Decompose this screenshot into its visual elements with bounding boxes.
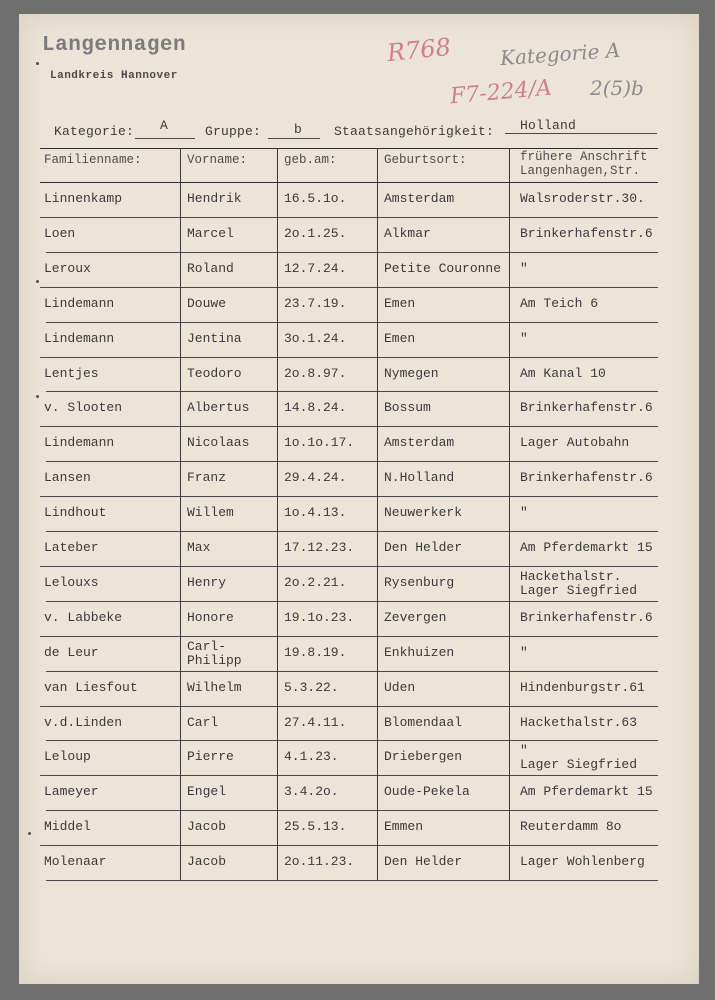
column-header: frühere Anschrift Langenhagen,Str. bbox=[520, 150, 648, 178]
cell-birthplace: Bossum bbox=[384, 400, 431, 416]
cell-surname: Lameyer bbox=[44, 784, 99, 800]
cell-address: Hackethalstr.63 bbox=[520, 714, 638, 730]
cell-born: 19.8.19. bbox=[284, 644, 347, 660]
cell-birthplace: N.Holland bbox=[384, 470, 455, 486]
nationality-underline bbox=[505, 133, 657, 134]
cell-surname: Linnenkamp bbox=[44, 191, 123, 206]
column-header: Vorname: bbox=[187, 153, 248, 167]
category-value: A bbox=[160, 118, 169, 133]
cell-address: Hindenburgstr.61 bbox=[520, 679, 645, 695]
district-subtitle: Landkreis Hannover bbox=[50, 70, 178, 82]
cell-surname: Lelouxs bbox=[44, 574, 99, 590]
cell-address: Reuterdamm 8o bbox=[520, 819, 622, 835]
group-label: Gruppe: bbox=[205, 124, 262, 139]
cell-address: " bbox=[520, 505, 528, 521]
cell-surname: Lentjes bbox=[44, 365, 99, 381]
cell-birthplace: Uden bbox=[384, 679, 416, 695]
cell-surname: Leroux bbox=[44, 260, 91, 276]
cell-address: Am Pferdemarkt 15 bbox=[520, 784, 653, 800]
row-rule bbox=[40, 426, 658, 427]
row-rule bbox=[40, 217, 658, 218]
table-header-rule bbox=[40, 182, 658, 183]
row-rule bbox=[46, 391, 658, 392]
handwritten-group-note: 2(5)b bbox=[590, 76, 644, 100]
row-rule bbox=[40, 287, 658, 288]
cell-born: 2o.11.23. bbox=[284, 854, 355, 870]
cell-first: Willem bbox=[187, 505, 234, 521]
cell-address: Walsroderstr.30. bbox=[520, 191, 645, 206]
cell-born: 1o.4.13. bbox=[284, 505, 347, 521]
cell-birthplace: Zevergen bbox=[384, 609, 447, 625]
cell-address: Am Teich 6 bbox=[520, 295, 599, 311]
cell-first: Pierre bbox=[187, 749, 234, 765]
cell-surname: Lateber bbox=[44, 540, 99, 555]
cell-born: 2o.8.97. bbox=[284, 365, 347, 381]
cell-born: 4.1.23. bbox=[284, 749, 339, 765]
cell-surname: v. Labbeke bbox=[44, 609, 123, 625]
cell-surname: Lindemann bbox=[44, 435, 115, 451]
cell-first: Jentina bbox=[187, 330, 242, 346]
category-label: Kategorie: bbox=[54, 124, 135, 139]
cell-first: Roland bbox=[187, 260, 234, 276]
cell-born: 25.5.13. bbox=[284, 819, 347, 835]
table-top-rule bbox=[40, 148, 658, 149]
cell-first: Henry bbox=[187, 574, 227, 590]
nationality-label: Staatsangehörigkeit: bbox=[334, 124, 495, 139]
cell-surname: Middel bbox=[44, 819, 91, 835]
cell-address: Brinkerhafenstr.6 bbox=[520, 470, 653, 486]
cell-birthplace: Rysenburg bbox=[384, 574, 455, 590]
cell-first: Carl- Philipp bbox=[187, 638, 242, 668]
cell-birthplace: Enkhuizen bbox=[384, 644, 455, 660]
ink-dot bbox=[28, 832, 31, 835]
row-rule bbox=[46, 322, 658, 323]
ink-dot bbox=[36, 280, 39, 283]
cell-birthplace: Den Helder bbox=[384, 540, 463, 555]
handwritten-red-note: R768 bbox=[385, 32, 453, 68]
cell-first: Carl bbox=[187, 714, 219, 730]
cell-first: Wilhelm bbox=[187, 679, 242, 695]
ink-dot bbox=[36, 395, 39, 398]
cell-born: 12.7.24. bbox=[284, 260, 347, 276]
cell-surname: Lindemann bbox=[44, 330, 115, 346]
place-title: Langennagen bbox=[42, 34, 187, 57]
row-rule bbox=[40, 357, 658, 358]
cell-first: Franz bbox=[187, 470, 227, 486]
row-rule bbox=[46, 810, 658, 811]
cell-surname: Leloup bbox=[44, 749, 91, 765]
cell-surname: Loen bbox=[44, 225, 76, 241]
cell-address: Brinkerhafenstr.6 bbox=[520, 609, 653, 625]
cell-birthplace: Neuwerkerk bbox=[384, 505, 463, 521]
cell-address: Lager Wohlenberg bbox=[520, 854, 645, 870]
row-rule bbox=[40, 636, 658, 637]
cell-birthplace: Emmen bbox=[384, 819, 424, 835]
handwritten-category-note: Kategorie A bbox=[499, 37, 621, 71]
ink-dot bbox=[36, 62, 39, 65]
cell-birthplace: Den Helder bbox=[384, 854, 463, 870]
nationality-value: Holland bbox=[520, 118, 577, 133]
cell-born: 27.4.11. bbox=[284, 714, 347, 730]
row-rule bbox=[46, 880, 658, 881]
cell-first: Max bbox=[187, 540, 211, 555]
row-rule bbox=[40, 496, 658, 497]
cell-born: 3o.1.24. bbox=[284, 330, 347, 346]
column-header: geb.am: bbox=[284, 153, 337, 167]
cell-born: 5.3.22. bbox=[284, 679, 339, 695]
cell-born: 29.4.24. bbox=[284, 470, 347, 486]
column-rule bbox=[180, 148, 181, 880]
cell-address: " bbox=[520, 644, 528, 660]
cell-first: Engel bbox=[187, 784, 227, 800]
cell-surname: v.d.Linden bbox=[44, 714, 123, 730]
cell-first: Jacob bbox=[187, 819, 227, 835]
cell-first: Hendrik bbox=[187, 191, 242, 206]
cell-surname: Lindemann bbox=[44, 295, 115, 311]
row-rule bbox=[40, 845, 658, 846]
cell-born: 3.4.2o. bbox=[284, 784, 339, 800]
row-rule bbox=[40, 706, 658, 707]
cell-surname: van Liesfout bbox=[44, 679, 138, 695]
cell-address: " bbox=[520, 330, 528, 346]
column-header: Familienname: bbox=[44, 153, 142, 167]
cell-birthplace: Alkmar bbox=[384, 225, 431, 241]
column-rule bbox=[277, 148, 278, 880]
row-rule bbox=[46, 252, 658, 253]
cell-birthplace: Petite Couronne bbox=[384, 260, 502, 276]
cell-address: Lager Autobahn bbox=[520, 435, 630, 451]
cell-birthplace: Emen bbox=[384, 295, 416, 311]
category-underline bbox=[135, 138, 195, 139]
cell-address: Am Pferdemarkt 15 bbox=[520, 540, 653, 555]
column-rule bbox=[377, 148, 378, 880]
cell-surname: Lansen bbox=[44, 470, 91, 486]
cell-address: Brinkerhafenstr.6 bbox=[520, 400, 653, 416]
column-header: Geburtsort: bbox=[384, 153, 467, 167]
row-rule bbox=[40, 775, 658, 776]
cell-born: 14.8.24. bbox=[284, 400, 347, 416]
cell-born: 19.1o.23. bbox=[284, 609, 355, 625]
column-rule bbox=[509, 148, 510, 880]
cell-surname: v. Slooten bbox=[44, 400, 123, 416]
group-underline bbox=[268, 138, 320, 139]
cell-born: 1o.1o.17. bbox=[284, 435, 355, 451]
row-rule bbox=[46, 531, 658, 532]
cell-born: 2o.1.25. bbox=[284, 225, 347, 241]
row-rule bbox=[46, 601, 658, 602]
row-rule bbox=[46, 740, 658, 741]
cell-first: Honore bbox=[187, 609, 234, 625]
cell-birthplace: Amsterdam bbox=[384, 435, 455, 451]
cell-born: 2o.2.21. bbox=[284, 574, 347, 590]
cell-address: " bbox=[520, 260, 528, 276]
cell-address: " Lager Siegfried bbox=[520, 743, 638, 773]
cell-born: 16.5.1o. bbox=[284, 191, 347, 206]
row-rule bbox=[40, 566, 658, 567]
cell-first: Marcel bbox=[187, 225, 234, 241]
handwritten-file-number: F7-224/A bbox=[449, 75, 553, 110]
cell-surname: Lindhout bbox=[44, 505, 107, 521]
cell-address: Hackethalstr. Lager Siegfried bbox=[520, 568, 638, 598]
cell-birthplace: Amsterdam bbox=[384, 191, 455, 206]
cell-address: Am Kanal 10 bbox=[520, 365, 606, 381]
cell-born: 17.12.23. bbox=[284, 540, 355, 555]
cell-birthplace: Blomendaal bbox=[384, 714, 463, 730]
cell-born: 23.7.19. bbox=[284, 295, 347, 311]
cell-address: Brinkerhafenstr.6 bbox=[520, 225, 653, 241]
cell-birthplace: Emen bbox=[384, 330, 416, 346]
cell-birthplace: Nymegen bbox=[384, 365, 439, 381]
row-rule bbox=[46, 461, 658, 462]
cell-first: Albertus bbox=[187, 400, 250, 416]
cell-first: Jacob bbox=[187, 854, 227, 870]
cell-birthplace: Oude-Pekela bbox=[384, 784, 470, 800]
cell-surname: de Leur bbox=[44, 644, 99, 660]
cell-surname: Molenaar bbox=[44, 854, 107, 870]
cell-birthplace: Driebergen bbox=[384, 749, 463, 765]
cell-first: Teodoro bbox=[187, 365, 242, 381]
cell-first: Nicolaas bbox=[187, 435, 250, 451]
cell-first: Douwe bbox=[187, 295, 227, 311]
group-value: b bbox=[294, 122, 303, 137]
row-rule bbox=[46, 671, 658, 672]
